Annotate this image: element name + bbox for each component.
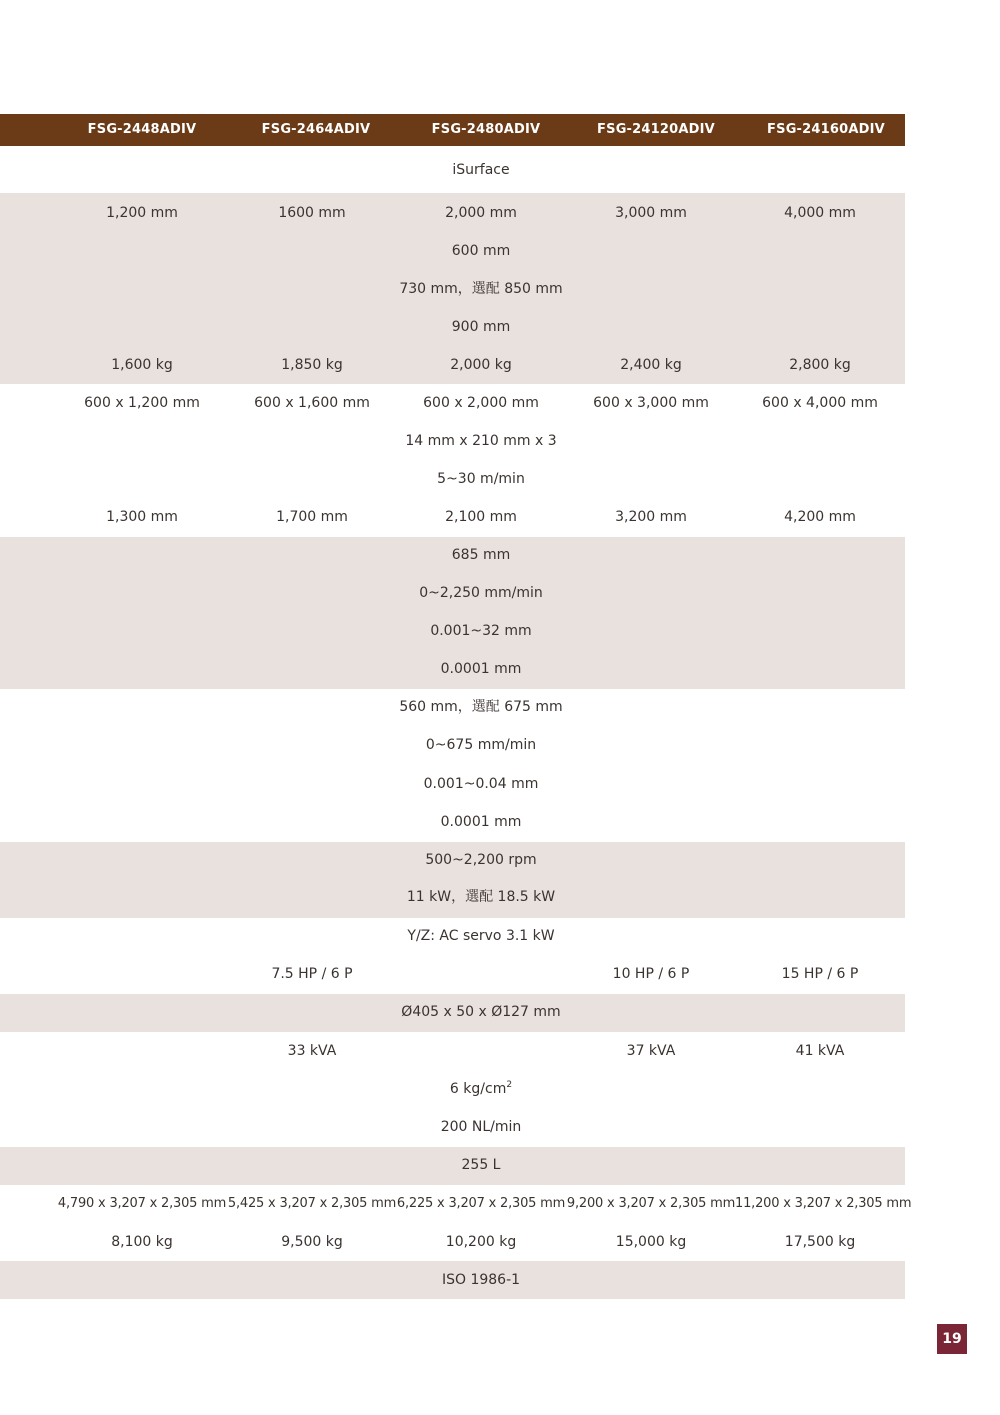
air-flow-value: 200 NL/min — [440, 1119, 522, 1135]
hydraulic-motor-cell: 7.5 HP / 6 P — [271, 966, 353, 982]
dimension-cell: 4,790 x 3,207 x 2,305 mm — [57, 1196, 227, 1211]
weight-cell: 10,200 kg — [445, 1234, 517, 1250]
travel-x-cell: 3,200 mm — [615, 509, 687, 525]
power-requirement-cell: 37 kVA — [626, 1043, 676, 1059]
hydraulic-motor-cell: 15 HP / 6 P — [781, 966, 859, 982]
dimension-cell: 9,200 x 3,207 x 2,305 mm — [566, 1196, 736, 1211]
spindle-speed-value: 500~2,200 rpm — [425, 852, 537, 868]
model-header-2: FSG-2464ADIV — [261, 122, 371, 137]
t-slot-value: 14 mm x 210 mm x 3 — [405, 433, 557, 449]
table-size-cell: 600 x 1,200 mm — [84, 395, 200, 411]
weight-cell: 8,100 kg — [111, 1234, 173, 1250]
servo-value: Y/Z: AC servo 3.1 kW — [407, 928, 555, 944]
page-number-badge: 19 — [937, 1324, 967, 1354]
load-cell: 2,000 kg — [450, 357, 512, 373]
dimension-cell: 5,425 x 3,207 x 2,305 mm — [227, 1196, 397, 1211]
length-cell: 1600 mm — [278, 205, 346, 221]
table-size-cell: 600 x 2,000 mm — [423, 395, 539, 411]
power-requirement-cell: 33 kVA — [287, 1043, 337, 1059]
standard-value: ISO 1986-1 — [441, 1272, 521, 1288]
table-speed-value: 5~30 m/min — [437, 471, 525, 487]
spindle-height-value: 730 mm，選配 850 mm — [399, 281, 563, 297]
cross-min-value: 0.0001 mm — [440, 661, 522, 677]
air-pressure-value — [396, 1070, 566, 1108]
vertical-feed-value: 0.001~0.04 mm — [423, 776, 539, 792]
load-cell: 1,850 kg — [281, 357, 343, 373]
cross-speed-value: 0~2,250 mm/min — [419, 585, 543, 601]
length-cell: 2,000 mm — [445, 205, 517, 221]
load-cell: 1,600 kg — [111, 357, 173, 373]
spec-table-header — [0, 114, 905, 146]
model-header-4: FSG-24120ADIV — [597, 122, 715, 137]
tank-value: 255 L — [461, 1157, 501, 1173]
cross-travel-value: 685 mm — [451, 547, 511, 563]
air-pressure-exponent: 2 — [506, 1080, 513, 1090]
hydraulic-motor-cell: 10 HP / 6 P — [612, 966, 690, 982]
vertical-speed-value: 0~675 mm/min — [425, 737, 537, 753]
grinding-wheel-value: Ø405 x 50 x Ø127 mm — [401, 1004, 561, 1020]
length-cell: 1,200 mm — [106, 205, 178, 221]
model-header-3: FSG-2480ADIV — [431, 122, 541, 137]
weight-cell: 15,000 kg — [615, 1234, 687, 1250]
length-cell: 4,000 mm — [784, 205, 856, 221]
vertical-min-value: 0.0001 mm — [440, 814, 522, 830]
travel-x-cell: 1,300 mm — [106, 509, 178, 525]
table-size-cell: 600 x 1,600 mm — [254, 395, 370, 411]
air-pressure-text: 6 kg/cm — [449, 1081, 507, 1097]
load-cell: 2,800 kg — [789, 357, 851, 373]
weight-cell: 17,500 kg — [784, 1234, 856, 1250]
table-size-cell: 600 x 4,000 mm — [762, 395, 878, 411]
height-value: 900 mm — [451, 319, 511, 335]
cross-feed-value: 0.001~32 mm — [430, 623, 532, 639]
controller-value: iSurface — [452, 162, 510, 178]
width-value: 600 mm — [451, 243, 511, 259]
model-header-1: FSG-2448ADIV — [87, 122, 197, 137]
model-header-5: FSG-24160ADIV — [767, 122, 885, 137]
travel-x-cell: 2,100 mm — [445, 509, 517, 525]
load-cell: 2,400 kg — [620, 357, 682, 373]
table-size-cell: 600 x 3,000 mm — [593, 395, 709, 411]
travel-x-cell: 4,200 mm — [784, 509, 856, 525]
spindle-power-value: 11 kW，選配 18.5 kW — [406, 889, 556, 905]
travel-x-cell: 1,700 mm — [276, 509, 348, 525]
length-cell: 3,000 mm — [615, 205, 687, 221]
power-requirement-cell: 41 kVA — [795, 1043, 845, 1059]
dimension-cell: 11,200 x 3,207 x 2,305 mm — [735, 1196, 912, 1211]
dimension-cell: 6,225 x 3,207 x 2,305 mm — [396, 1196, 566, 1211]
weight-cell: 9,500 kg — [281, 1234, 343, 1250]
vertical-travel-value: 560 mm，選配 675 mm — [399, 699, 563, 715]
